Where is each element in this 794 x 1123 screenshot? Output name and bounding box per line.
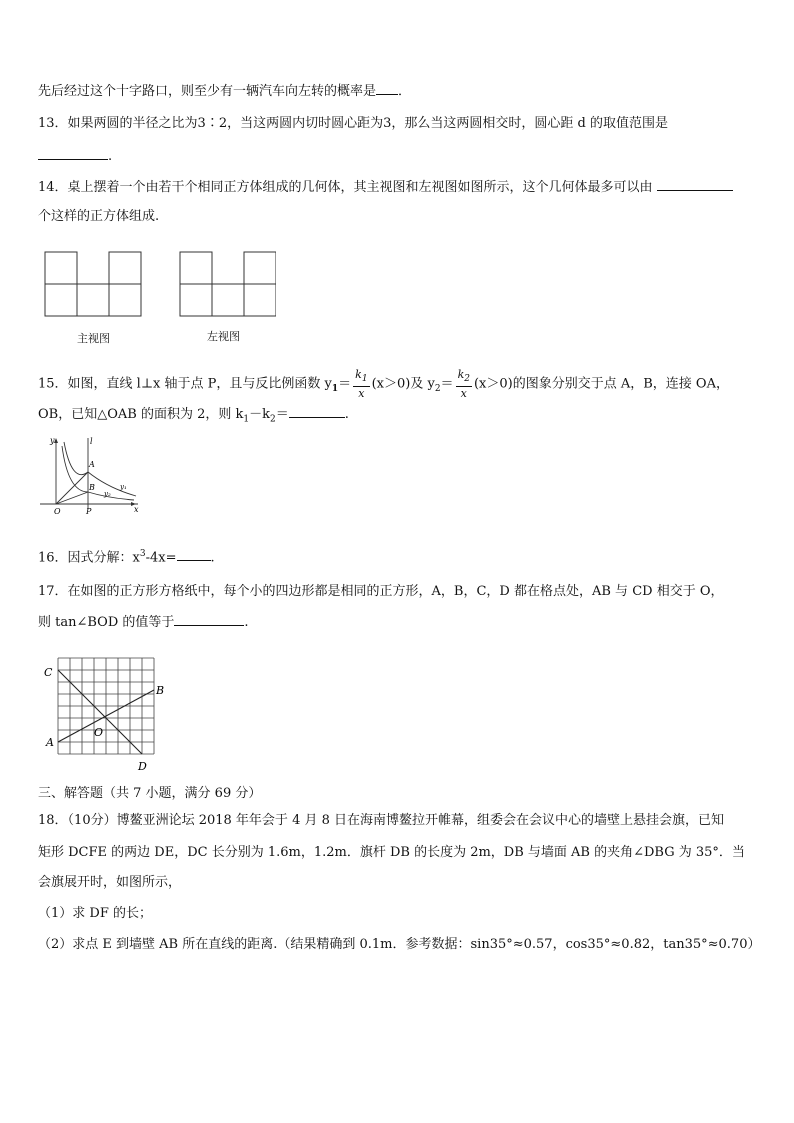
label-x: x bbox=[134, 505, 139, 514]
q14-views-figure bbox=[44, 251, 276, 317]
q17-blank bbox=[174, 613, 244, 626]
q12-blank bbox=[376, 82, 398, 95]
label-A: A bbox=[89, 460, 95, 469]
label-B: B bbox=[156, 684, 165, 697]
q15-y1-sub: 1 bbox=[331, 384, 339, 395]
q18-line2: 矩形 DCFE 的两边 DE，DC 长分别为 1.6m，1.2m．旗杆 DB 的长度为 2m，DB 与墙面 AB 的夹角∠DBG 为 35°．当 bbox=[38, 845, 745, 860]
q13-blank bbox=[38, 147, 108, 160]
q17-grid-figure bbox=[40, 654, 172, 774]
left-view-caption: 左视图 bbox=[207, 330, 240, 343]
q18-line1: 18．（10分）博鳌亚洲论坛 2018 年年会于 4 月 8 日在海南博鳌拉开帷幕，组委会在会议中心的墙壁上悬挂会旗，已知 bbox=[38, 813, 725, 828]
q16-rest: -4x= bbox=[145, 550, 177, 566]
label-y1: y₁ bbox=[120, 483, 127, 491]
q15-frac2 bbox=[456, 368, 472, 400]
q15-tail: . bbox=[344, 407, 349, 422]
q14-line2: 个这样的正方体组成. bbox=[38, 209, 160, 224]
label-D: D bbox=[138, 760, 147, 773]
label-C: C bbox=[44, 666, 53, 679]
q13-line2 bbox=[38, 147, 112, 166]
front-view-caption: 主视图 bbox=[77, 332, 110, 345]
q15-blank bbox=[289, 405, 345, 418]
y-axis-arrow bbox=[54, 438, 58, 443]
q14-blank bbox=[657, 178, 733, 191]
segment-oa bbox=[56, 472, 88, 504]
q14-line1 bbox=[38, 178, 733, 197]
label-B: B bbox=[89, 483, 95, 492]
q15-k2-sub-b: 2 bbox=[269, 414, 276, 425]
q15-den1: x bbox=[358, 387, 365, 401]
label-O: O bbox=[94, 726, 104, 739]
q16-text: 16．因式分解：x bbox=[38, 550, 140, 566]
q17-line1: 17．在如图的正方形方格纸中，每个小的四边形都是相同的正方形，A，B，C，D 都在格点处，AB 与 CD 相交于 O， bbox=[38, 584, 724, 599]
q12-line bbox=[38, 82, 411, 101]
label-y2: y₂ bbox=[104, 490, 111, 498]
q15-cond2: (x＞0)的图象分别交于点 A，B，连接 OA， bbox=[473, 376, 729, 392]
q16-blank bbox=[177, 548, 211, 561]
label-P: P bbox=[86, 507, 92, 516]
q17-tail: . bbox=[244, 615, 249, 630]
q15-k2-sub: 2 bbox=[464, 374, 470, 385]
q15-line1 bbox=[38, 368, 729, 400]
q12-tail: ． bbox=[398, 84, 412, 99]
q13-line1: 13．如果两圆的半径之比为3∶2，当这两圆内切时圆心距为3，那么当这两圆相交时，圆心距 d 的取值范围是 bbox=[38, 116, 668, 131]
q15-line2b: －k bbox=[249, 407, 270, 422]
segment-cd bbox=[58, 670, 142, 754]
q13-tail: . bbox=[108, 149, 113, 164]
q16-sup: 3 bbox=[139, 549, 146, 559]
q15-k1: k bbox=[355, 368, 362, 381]
q17-line2 bbox=[38, 613, 249, 632]
q15-eq2: ＝ bbox=[440, 376, 454, 392]
q15-cond1: (x＞0)及 y bbox=[371, 376, 435, 392]
q18-part1: （1）求 DF 的长； bbox=[38, 906, 152, 921]
q18-line3: 会旗展开时，如图所示， bbox=[38, 875, 182, 890]
q15-line2 bbox=[38, 405, 349, 429]
section-3-heading: 三、解答题（共 7 小题，满分 69 分） bbox=[38, 786, 262, 801]
q15-line2a: OB，已知△OAB 的面积为 2，则 k bbox=[38, 407, 244, 422]
q12-text: 先后经过这个十字路口，则至少有一辆汽车向左转的概率是 bbox=[38, 84, 377, 99]
q18-part2: （2）求点 E 到墙壁 AB 所在直线的距离.（结果精确到 0.1m．参考数据：sin35°≈0.57，cos35°≈0.82，tan35°≈0.70） bbox=[38, 937, 761, 952]
q14-line1-text: 14．桌上摆着一个由若干个相同正方体组成的几何体，其主视图和左视图如图所示，这个几何体最多可以由 bbox=[38, 180, 653, 195]
front-view bbox=[45, 252, 141, 316]
q17-line2-text: 则 tan∠BOD 的值等于 bbox=[38, 615, 175, 630]
q16-tail: . bbox=[210, 550, 215, 566]
label-O: O bbox=[54, 507, 61, 516]
q16-line bbox=[38, 545, 215, 567]
q15-graph bbox=[38, 434, 142, 516]
q15-line2c: ＝ bbox=[275, 407, 289, 422]
q15-den2: x bbox=[460, 387, 467, 401]
q15-y2-sub: 2 bbox=[434, 384, 441, 395]
left-view bbox=[180, 252, 276, 316]
q15-eq1: ＝ bbox=[338, 376, 352, 392]
segment-ob bbox=[56, 492, 88, 504]
grid-lines bbox=[58, 658, 154, 754]
q15-frac1 bbox=[353, 368, 369, 400]
q15-k1-sub-b: 1 bbox=[243, 414, 250, 425]
q15-k2: k bbox=[457, 368, 465, 381]
q15-prefix: 15．如图，直线 l⊥x 轴于点 P，且与反比例函数 y bbox=[38, 376, 332, 392]
label-y: y bbox=[50, 436, 55, 445]
label-l: l bbox=[90, 437, 93, 446]
label-A: A bbox=[46, 736, 54, 749]
q15-k1-sub: 1 bbox=[361, 374, 368, 385]
